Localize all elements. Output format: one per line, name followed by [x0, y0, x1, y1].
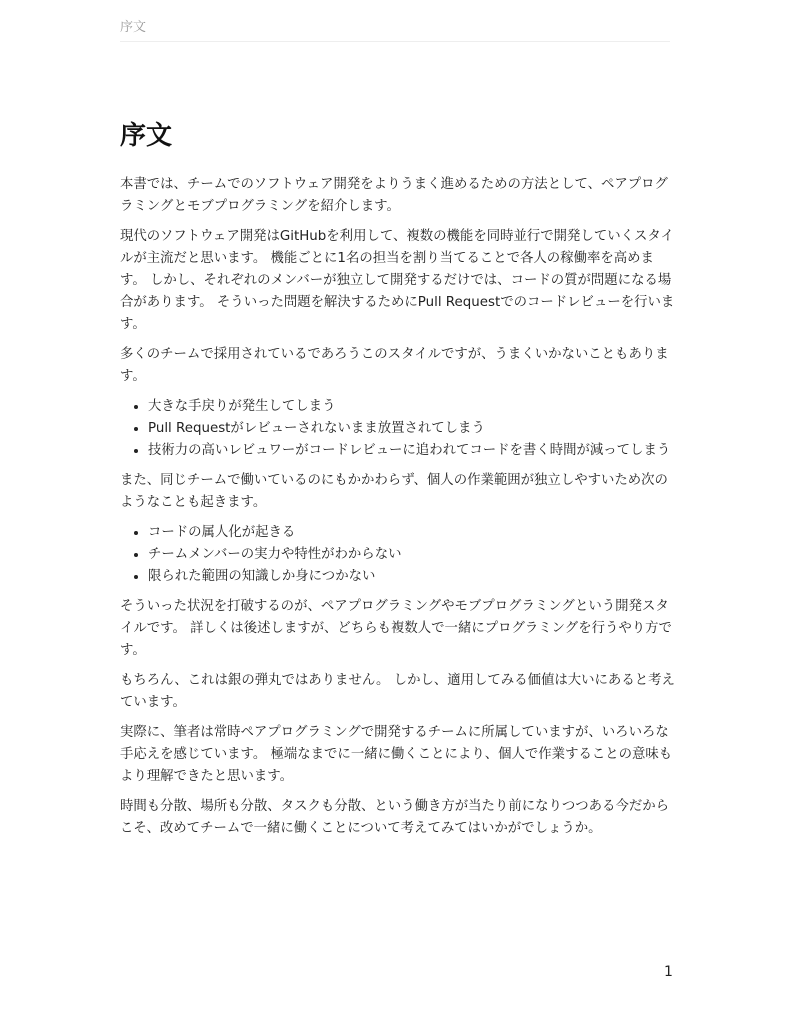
text-line: す。	[120, 369, 146, 384]
text-line: ています。	[120, 695, 186, 710]
text-line: ルが主流だと思います。 機能ごとに1名の担当を割り当てることで各人の稼働率を高めま	[120, 251, 654, 266]
running-header: 序文	[120, 20, 147, 35]
paragraph	[120, 470, 680, 514]
paragraph	[120, 796, 680, 840]
text-line: こそ、改めてチームで一緒に働くことについて考えてみてはいかがでしょうか。	[120, 821, 602, 836]
page-number: 1	[664, 964, 673, 980]
text-line: す。	[120, 643, 146, 658]
paragraph	[120, 722, 680, 788]
list-item: • 大きな手戻りが発生してしまう	[148, 396, 680, 418]
text-line: 現代のソフトウェア開発はGitHubを利用して、複数の機能を同時並行で開発していくスタイ	[120, 229, 674, 244]
text-line: ようなことも起きます。	[120, 495, 267, 510]
text-line: 実際に、筆者は常時ペアプログラミングで開発するチームに所属していますが、いろいろな	[120, 725, 669, 740]
paragraph	[120, 596, 680, 662]
paragraph	[120, 226, 680, 336]
text-line: 手応えを感じています。 極端なまでに一緒に働くことにより、個人で作業することの意味も	[120, 747, 673, 762]
text-line: そういった状況を打破するのが、ペアプログラミングやモブプログラミングという開発スタ	[120, 599, 669, 614]
bullet-list	[120, 396, 680, 462]
list-item: • Pull Requestがレビューされないまま放置されてしまう	[148, 418, 680, 440]
page-title: 序文	[120, 121, 173, 151]
paragraph	[120, 174, 680, 218]
text-line: す。	[120, 317, 146, 332]
list-item: • チームメンバーの実力や特性がわからない	[148, 544, 680, 566]
text-line: もちろん、これは銀の弾丸ではありません。 しかし、適用してみる価値は大いにあると考え	[120, 673, 675, 688]
list-item: • 限られた範囲の知識しか身につかない	[148, 566, 680, 588]
body-content	[120, 174, 680, 848]
text-line: ラミングとモブプログラミングを紹介します。	[120, 199, 400, 214]
text-line: また、同じチームで働いているのにもかかわらず、個人の作業範囲が独立しやすいため次の	[120, 473, 668, 488]
text-line: 時間も分散、場所も分散、タスクも分散、という働き方が当たり前になりつつある今だから	[120, 799, 670, 814]
text-line: イルです。 詳しくは後述しますが、どちらも複数人で一緒にプログラミングを行うやり方で	[120, 621, 672, 636]
text-line: 本書では、チームでのソフトウェア開発をよりうまく進めるための方法として、ペアプログ	[120, 177, 668, 192]
bullet-list	[120, 522, 680, 588]
text-line: 合があります。 そういった問題を解決するためにPull Requestでのコードレビューを行いま	[120, 295, 675, 310]
list-item: • コードの属人化が起きる	[148, 522, 680, 544]
text-line: す。 しかし、それぞれのメンバーが独立して開発するだけでは、コードの質が問題になる場	[120, 273, 672, 288]
text-line: より理解できたと思います。	[120, 769, 294, 784]
paragraph	[120, 344, 680, 388]
paragraph	[120, 670, 680, 714]
list-item: • 技術力の高いレビュワーがコードレビューに追われてコードを書く時間が減ってしまう	[148, 440, 680, 462]
header-divider	[120, 41, 670, 42]
text-line: 多くのチームで採用されているであろうこのスタイルですが、うまくいかないこともありま	[120, 347, 669, 362]
